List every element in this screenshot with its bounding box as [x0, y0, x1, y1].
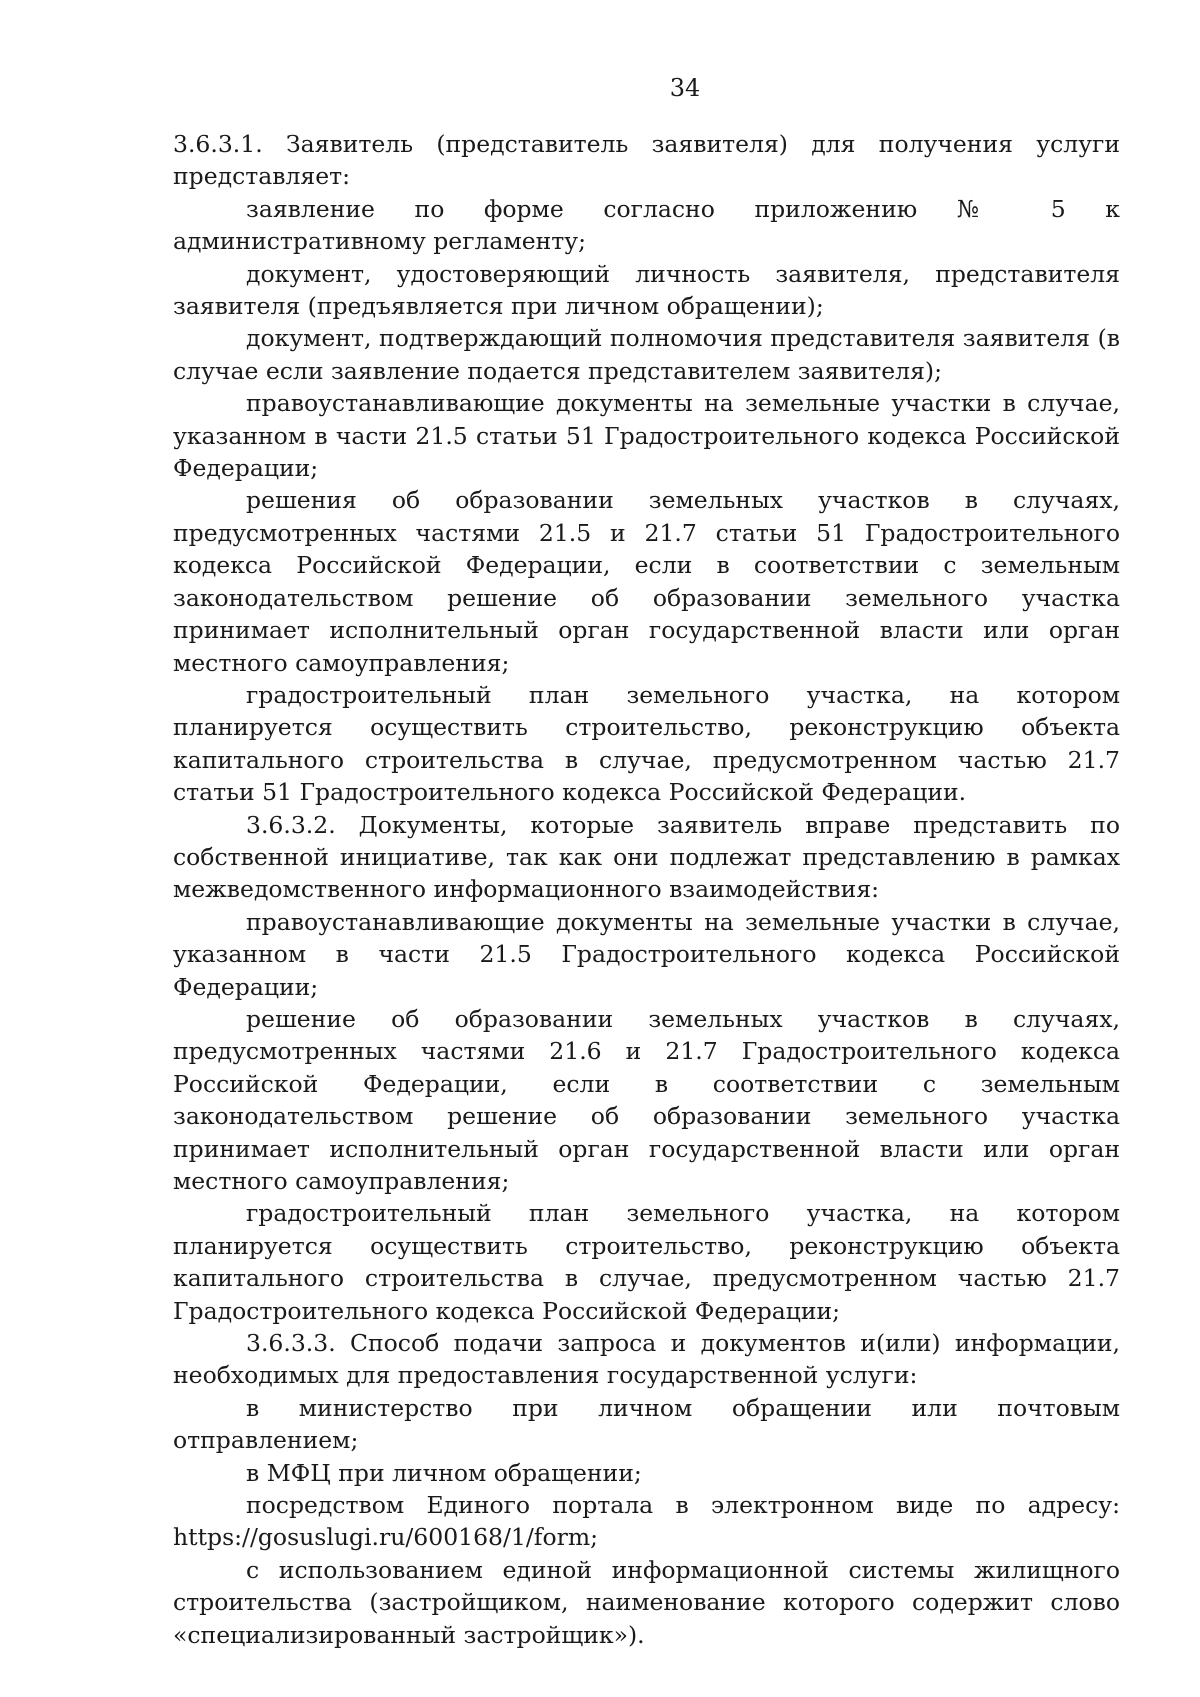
- paragraph: 3.6.3.3. Способ подачи запроса и документов и(или) информации, необходимых для предоставления государственной услуги:: [173, 1329, 1120, 1390]
- paragraph: в министерство при личном обращении или почтовым отправлением;: [173, 1393, 1120, 1455]
- paragraph: 3.6.3.1. Заявитель (представитель заявителя) для получения услуги представляет:: [173, 130, 1120, 191]
- document-body: [173, 128, 1120, 1651]
- paragraph: документ, подтверждающий полномочия представителя заявителя (в случае если заявление подается представителем заявителя);: [173, 324, 1120, 385]
- paragraph: с использованием единой информационной системы жилищного строительства (застройщиком, наименование которого содержит слово «специализированный застройщик»).: [173, 1555, 1120, 1649]
- paragraph: решение об образовании земельных участков в случаях, предусмотренных частями 21.6 и 21.7 Градостроительного кодекса Российской Федерации, если в соответствии с земельным законодательством решение об образовании земельного участка принимает исполнительный орган государственной власти или орган местного самоуправления;: [173, 1004, 1120, 1195]
- paragraph: 3.6.3.2. Документы, которые заявитель вправе представить по собственной инициативе, так как они подлежат представлению в рамках межведомственного информационного взаимодействия:: [173, 810, 1120, 904]
- paragraph: посредством Единого портала в электронном виде по адресу: https://gosuslugi.ru/600168/1/form;: [173, 1491, 1120, 1552]
- paragraph: градостроительный план земельного участка, на котором планируется осуществить строительство, реконструкцию объекта капитального строительства в случае, предусмотренном частью 21.7 Градостроительного кодекса Российской Федерации;: [173, 1199, 1120, 1325]
- paragraph: заявление по форме согласно приложению № 5 к административному регламенту;: [173, 194, 1120, 256]
- paragraph: в МФЦ при личном обращении;: [246, 1458, 642, 1487]
- paragraph: правоустанавливающие документы на земельные участки в случае, указанном в части 21.5 статьи 51 Градостроительного кодекса Российской Федерации;: [173, 389, 1120, 483]
- page-number: 34: [669, 74, 701, 102]
- paragraph: правоустанавливающие документы на земельные участки в случае, указанном в части 21.5 Градостроительного кодекса Российской Федерации;: [173, 907, 1120, 1001]
- paragraph: градостроительный план земельного участка, на котором планируется осуществить строительство, реконструкцию объекта капитального строительства в случае, предусмотренном частью 21.7 статьи 51 Градостроительного кодекса Российской Федерации.: [173, 680, 1120, 807]
- paragraph: документ, удостоверяющий личность заявителя, представителя заявителя (предъявляется при личном обращении);: [173, 259, 1120, 321]
- paragraph: решения об образовании земельных участков в случаях, предусмотренных частями 21.5 и 21.7 статьи 51 Градостроительного кодекса Российской Федерации, если в соответствии с земельным законодательством решение об образовании земельного участка принимает исполнительный орган государственной власти или орган местного самоуправления;: [173, 486, 1120, 677]
